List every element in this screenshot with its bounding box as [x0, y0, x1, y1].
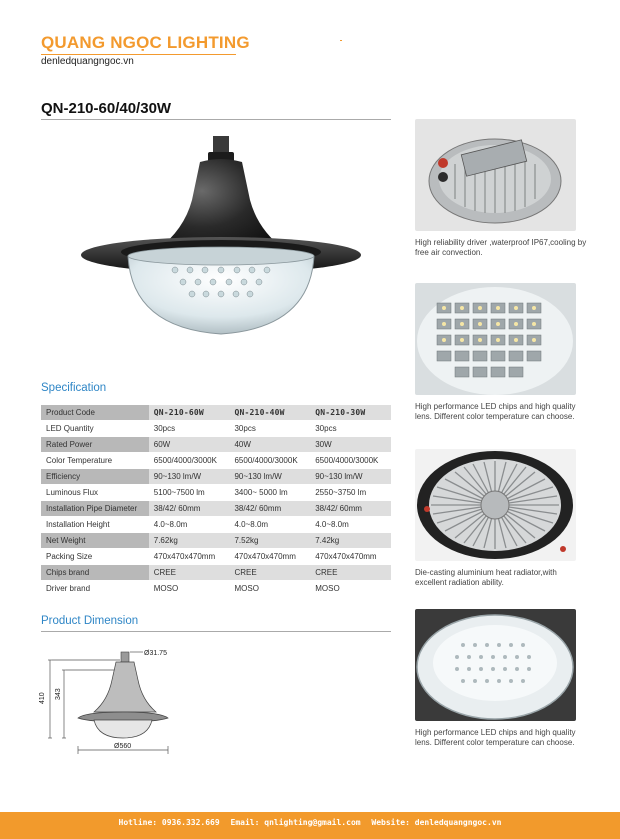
- cell: 90~130 lm/W: [310, 469, 391, 484]
- table-row: [41, 549, 391, 564]
- cell: CREE: [310, 565, 391, 580]
- cell: 470x470x470mm: [315, 552, 377, 561]
- table-row: [41, 565, 391, 580]
- row-label: Installation Pipe Diameter: [41, 501, 149, 516]
- cell: 5100~7500 lm: [153, 488, 205, 497]
- driver-photo: [415, 119, 576, 231]
- table-row: [41, 453, 391, 468]
- cell: 30pcs: [234, 424, 256, 433]
- cell: 4.0~8.0m: [153, 520, 188, 529]
- row-label: Color Temperature: [46, 456, 113, 465]
- heat-radiator-photo: [415, 449, 576, 561]
- contact-footer: [0, 812, 620, 839]
- feature-caption-2: High performance LED chips and high quality lens. Different color temperature can choose.: [415, 402, 576, 421]
- cell: 60W: [149, 437, 230, 452]
- dim-label-height-body: 343: [55, 688, 62, 700]
- cell: 3400~ 5000 lm: [234, 488, 288, 497]
- cell: 7.42kg: [310, 533, 391, 548]
- table-row: [41, 517, 391, 532]
- dim-label-top: Ø31.75: [144, 650, 167, 657]
- cell: CREE: [149, 565, 230, 580]
- footer-hotline: Hotline: 0936.332.669: [118, 818, 220, 827]
- dimension-divider: [41, 631, 391, 632]
- cell: 38/42/ 60mm: [149, 501, 230, 516]
- cell: 6500/4000/3000K: [234, 456, 298, 465]
- cell: 38/42/ 60mm: [229, 501, 310, 516]
- title-divider: [41, 119, 391, 120]
- product-code-30w: QN-210-30W: [310, 405, 391, 420]
- footer-email: Email: qnlighting@gmail.com: [230, 818, 361, 827]
- table-row: [41, 581, 391, 596]
- row-label: Efficiency: [41, 469, 149, 484]
- cell: MOSO: [234, 584, 259, 593]
- specification-title: Specification: [41, 382, 107, 394]
- product-code-60w: QN-210-60W: [149, 405, 230, 420]
- cell: 90~130 lm/W: [149, 469, 230, 484]
- feature-caption-1: High reliability driver ,waterproof IP67,cooling by free air convection.: [415, 238, 587, 257]
- product-model-title: QN-210-60/40/30W: [41, 100, 172, 117]
- lens-photo: [415, 609, 576, 721]
- header-label: Product Code: [41, 405, 149, 420]
- cell: 470x470x470mm: [234, 552, 296, 561]
- row-label: Packing Size: [46, 552, 93, 561]
- row-label: Chips brand: [41, 565, 149, 580]
- cell: 6500/4000/3000K: [315, 456, 379, 465]
- table-row: [41, 437, 391, 452]
- cell: 7.62kg: [149, 533, 230, 548]
- table-row: [41, 469, 391, 484]
- cell: 30pcs: [153, 424, 176, 433]
- table-row: [41, 533, 391, 548]
- cell: MOSO: [315, 584, 340, 593]
- cell: 90~130 lm/W: [229, 469, 310, 484]
- table-header-row: [41, 405, 391, 420]
- cell: MOSO: [153, 584, 179, 593]
- row-label: Driver brand: [46, 584, 91, 593]
- feature-caption-4: High performance LED chips and high quality lens. Different color temperature can choose.: [415, 728, 576, 747]
- lamp-hero-image: [80, 130, 370, 345]
- cell: 4.0~8.0m: [315, 520, 349, 529]
- product-code-40w: QN-210-40W: [229, 405, 310, 420]
- cell: 4.0~8.0m: [234, 520, 269, 529]
- led-chips-photo: [415, 283, 576, 395]
- cell: 2550~3750 lm: [315, 488, 367, 497]
- cell: 38/42/ 60mm: [310, 501, 391, 516]
- cell: 6500/4000/3000K: [153, 456, 217, 465]
- row-label: Installation Height: [46, 520, 110, 529]
- dim-label-height-total: 410: [39, 692, 46, 704]
- product-dimension-title: Product Dimension: [41, 615, 139, 627]
- cell: CREE: [229, 565, 310, 580]
- cell: 470x470x470mm: [153, 552, 216, 561]
- table-row: [41, 501, 391, 516]
- dimension-drawing: [38, 640, 198, 760]
- table-row: [41, 421, 391, 436]
- cell: 7.52kg: [229, 533, 310, 548]
- cell: 40W: [229, 437, 310, 452]
- brand-name: QUANG NGỌC LIGHTING: [41, 33, 250, 52]
- row-label: LED Quantity: [46, 424, 94, 433]
- table-row: [41, 485, 391, 500]
- feature-caption-3: Die-casting aluminium heat radiator,with excellent radiation ability.: [415, 568, 557, 587]
- website-label: denledquangngoc.vn: [41, 56, 134, 67]
- cell: 30W: [310, 437, 391, 452]
- brand-underline: [41, 54, 236, 55]
- dim-label-width: Ø560: [114, 743, 132, 750]
- row-label: Net Weight: [41, 533, 149, 548]
- specification-table: [41, 404, 391, 597]
- footer-website: Website: denledquangngoc.vn: [371, 818, 502, 827]
- cell: 30pcs: [315, 424, 337, 433]
- row-label: Luminous Flux: [46, 488, 99, 497]
- decorative-dot: [340, 40, 342, 41]
- row-label: Rated Power: [41, 437, 149, 452]
